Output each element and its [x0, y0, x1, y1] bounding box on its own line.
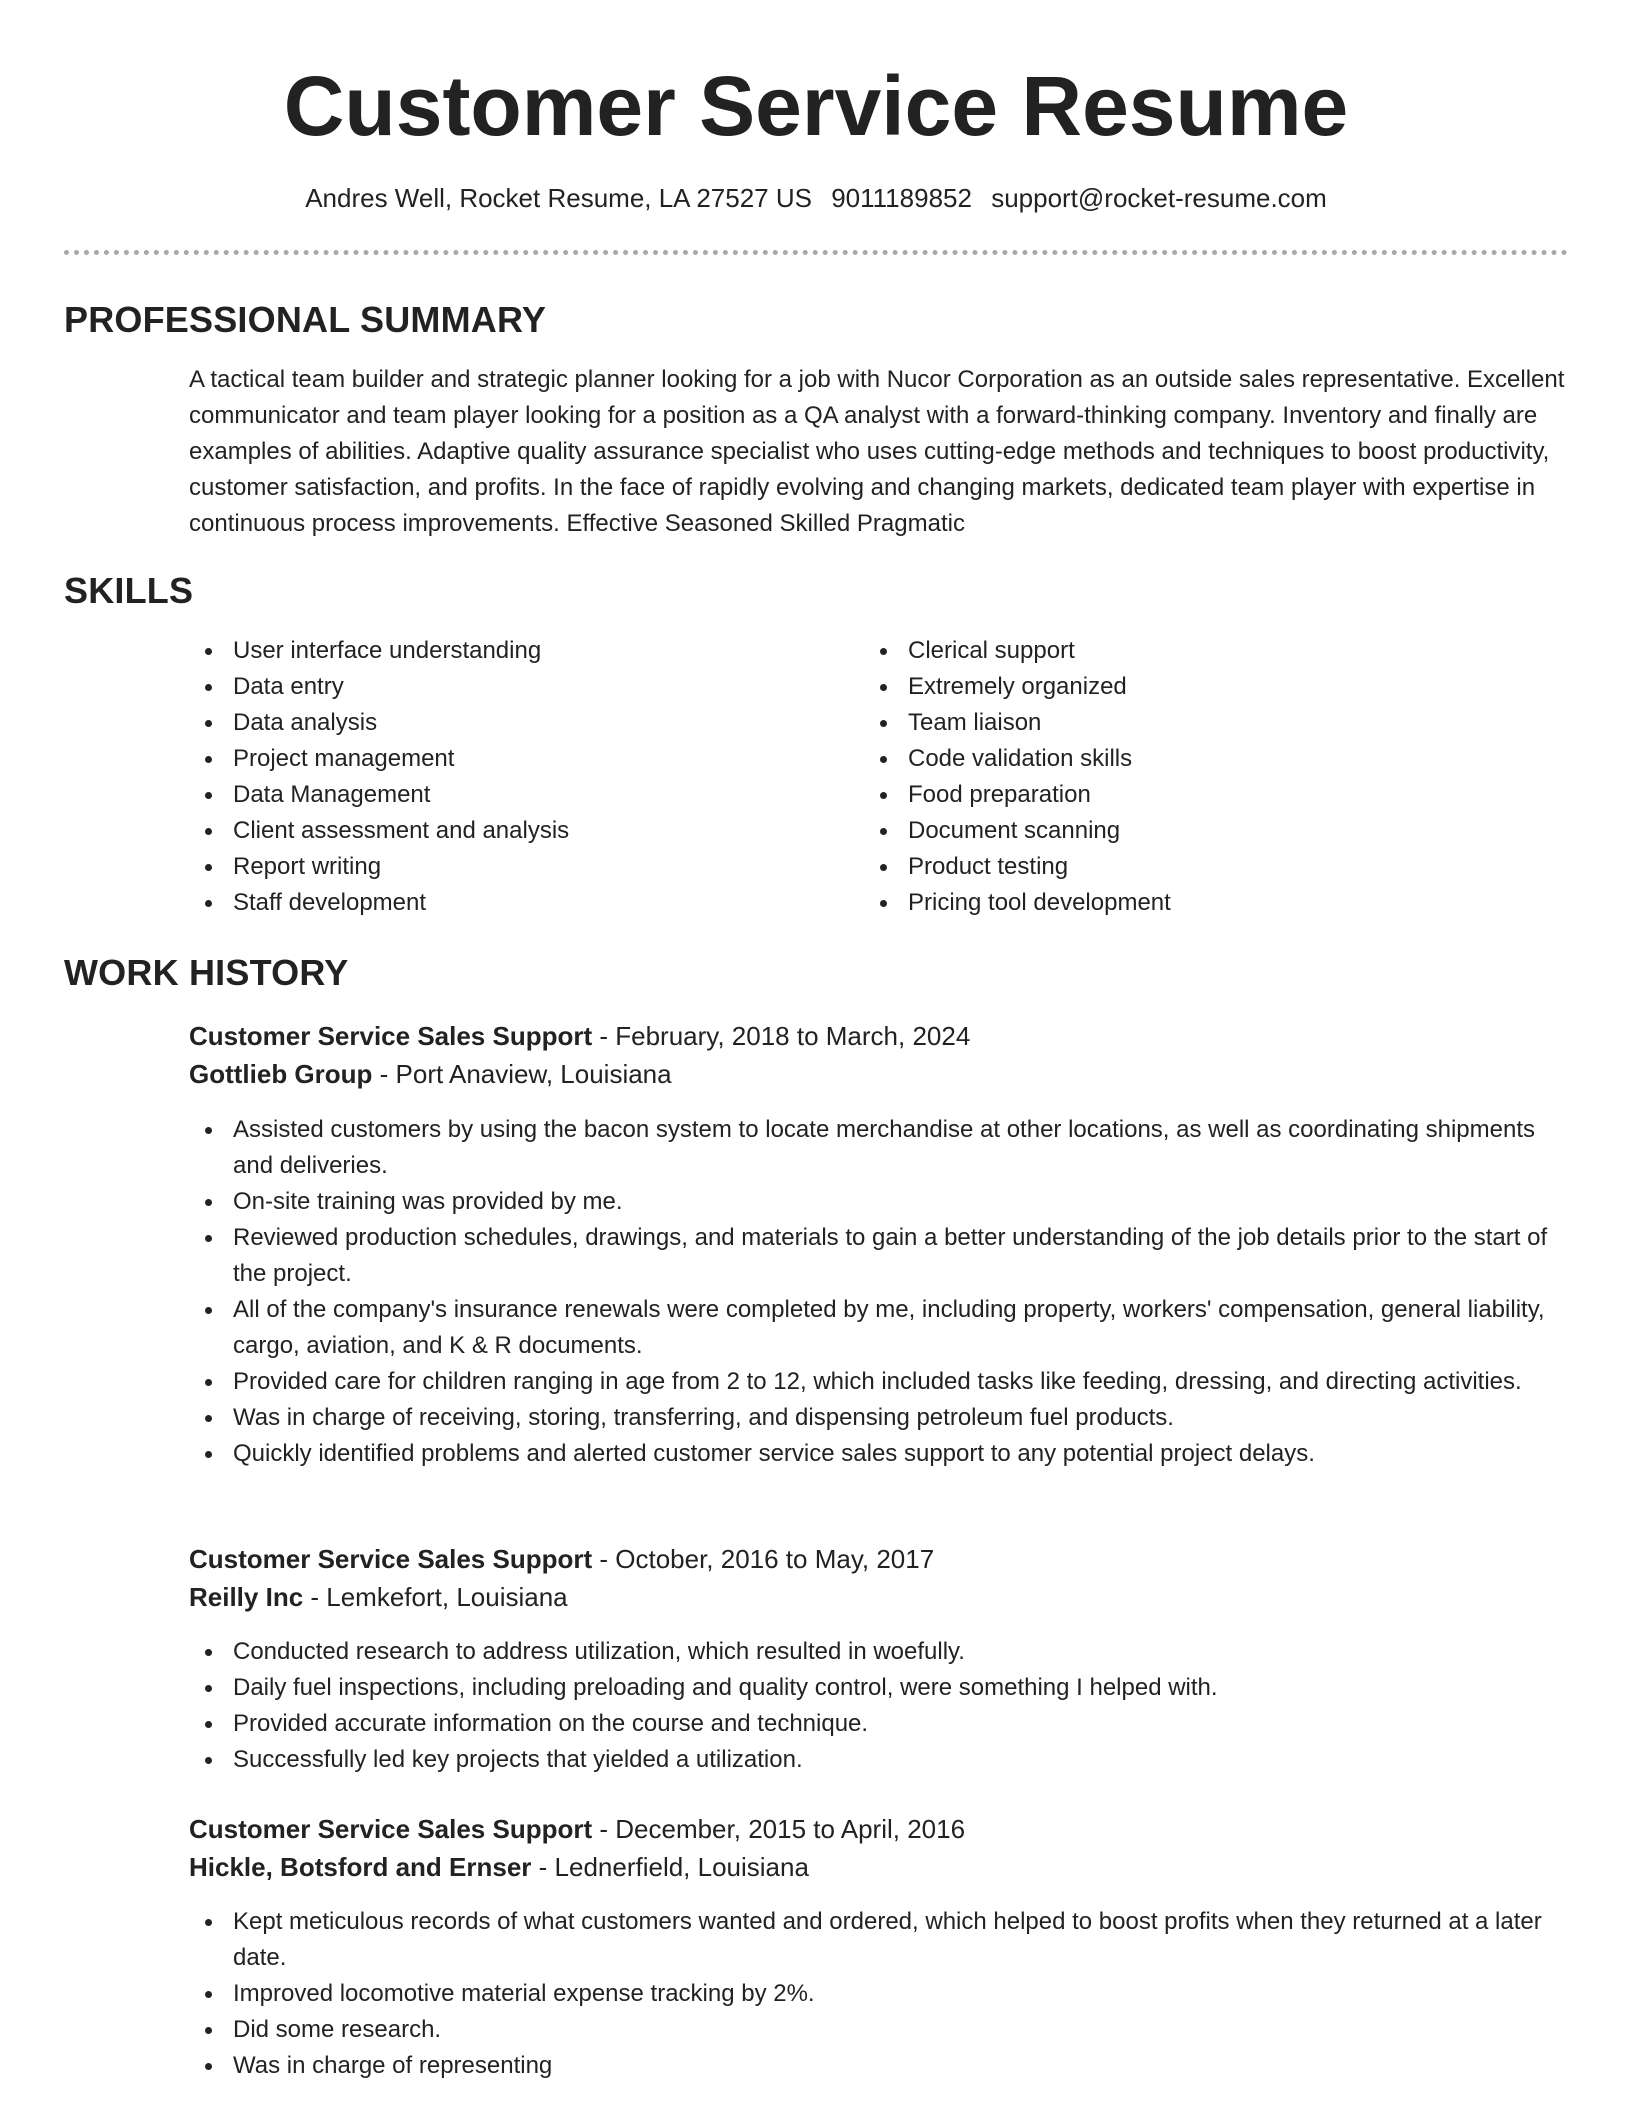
- skill-item: Report writing: [189, 849, 829, 885]
- job-bullet: Reviewed production schedules, drawings, and materials to gain a better understanding of the job details prior to the start of the project.: [189, 1220, 1569, 1292]
- job-title: Customer Service Sales Support: [189, 1544, 593, 1574]
- job-company: Hickle, Botsford and Ernser: [189, 1852, 532, 1882]
- skill-item: Data Management: [189, 777, 829, 813]
- job-company-line: [189, 1848, 1569, 1886]
- job-bullet: Quickly identified problems and alerted customer service sales support to any potential project delays.: [189, 1436, 1569, 1472]
- job-title-line: [189, 1017, 1569, 1055]
- skill-item: Data entry: [189, 669, 829, 705]
- skill-item: Clerical support: [864, 633, 1504, 669]
- summary-heading: PROFESSIONAL SUMMARY: [64, 299, 547, 340]
- job-title: Customer Service Sales Support: [189, 1021, 593, 1051]
- skills-heading: SKILLS: [64, 570, 194, 611]
- job-bullet-list: [189, 1634, 1569, 1778]
- job-bullet: Was in charge of representing: [189, 2048, 1569, 2084]
- job-bullet: Provided accurate information on the course and technique.: [189, 1706, 1569, 1742]
- resume-title: Customer Service Resume: [283, 59, 1349, 153]
- job-bullet: On-site training was provided by me.: [189, 1184, 1569, 1220]
- job-dates: - February, 2018 to March, 2024: [592, 1021, 971, 1051]
- header-divider: [64, 250, 1568, 255]
- job-bullet: Daily fuel inspections, including preloading and quality control, were something I helped with.: [189, 1670, 1569, 1706]
- skill-item: Staff development: [189, 885, 829, 921]
- job-bullet: Successfully led key projects that yielded a utilization.: [189, 1742, 1569, 1778]
- job-location: - Lemkefort, Louisiana: [303, 1582, 568, 1612]
- job-bullet-list: [189, 1112, 1569, 1472]
- contact-phone: 9011189852: [831, 183, 972, 213]
- job-bullet: Assisted customers by using the bacon system to locate merchandise at other locations, as well as coordinating shipments and deliveries.: [189, 1112, 1569, 1184]
- skill-item: Product testing: [864, 849, 1504, 885]
- job-company: Gottlieb Group: [189, 1059, 373, 1089]
- job-location: - Port Anaview, Louisiana: [372, 1059, 672, 1089]
- contact-email: support@rocket-resume.com: [991, 183, 1327, 213]
- skill-item: Document scanning: [864, 813, 1504, 849]
- skill-item: Extremely organized: [864, 669, 1504, 705]
- skills-list-left: [189, 633, 829, 921]
- skill-item: User interface understanding: [189, 633, 829, 669]
- job-bullet: Provided care for children ranging in age from 2 to 12, which included tasks like feeding, dressing, and directing activities.: [189, 1364, 1569, 1400]
- skill-item: Code validation skills: [864, 741, 1504, 777]
- job-bullet-list: [189, 1904, 1569, 2084]
- skills-list-right: [864, 633, 1504, 921]
- job-company: Reilly Inc: [189, 1582, 304, 1612]
- job-dates: - December, 2015 to April, 2016: [592, 1814, 966, 1844]
- contact-line: [0, 180, 1632, 216]
- job-bullet: Did some research.: [189, 2012, 1569, 2048]
- skill-item: Team liaison: [864, 705, 1504, 741]
- job-bullet: Improved locomotive material expense tracking by 2%.: [189, 1976, 1569, 2012]
- skill-item: Food preparation: [864, 777, 1504, 813]
- job-bullet: All of the company's insurance renewals were completed by me, including property, workers' compensation, general liability, cargo, aviation, and K & R documents.: [189, 1292, 1569, 1364]
- summary-text: A tactical team builder and strategic planner looking for a job with Nucor Corporation as an outside sales representative. Excellent communicator and team player looking for a position as a QA analyst with a forward-thinking company. Inventory and finally are examples of abilities. Adaptive quality assurance specialist who uses cutting-edge methods and techniques to boost productivity, customer satisfaction, and profits. In the face of rapidly evolving and changing markets, dedicated team player with expertise in continuous process improvements. Effective Seasoned Skilled Pragmatic: [189, 366, 1565, 537]
- job-title-line: [189, 1810, 1569, 1848]
- job-company-line: [189, 1578, 1569, 1616]
- skill-item: Project management: [189, 741, 829, 777]
- job-bullet: Kept meticulous records of what customers wanted and ordered, which helped to boost profits when they returned at a later date.: [189, 1904, 1569, 1976]
- job-bullet: Was in charge of receiving, storing, transferring, and dispensing petroleum fuel products.: [189, 1400, 1569, 1436]
- job-bullet: Conducted research to address utilization, which resulted in woefully.: [189, 1634, 1569, 1670]
- job-company-line: [189, 1055, 1569, 1093]
- skill-item: Client assessment and analysis: [189, 813, 829, 849]
- job-title: Customer Service Sales Support: [189, 1814, 593, 1844]
- skill-item: Data analysis: [189, 705, 829, 741]
- job-location: - Lednerfield, Louisiana: [531, 1852, 809, 1882]
- work-history-heading: WORK HISTORY: [64, 952, 349, 993]
- job-dates: - October, 2016 to May, 2017: [592, 1544, 935, 1574]
- job-title-line: [189, 1540, 1569, 1578]
- contact-address: Andres Well, Rocket Resume, LA 27527 US: [305, 183, 812, 213]
- skill-item: Pricing tool development: [864, 885, 1504, 921]
